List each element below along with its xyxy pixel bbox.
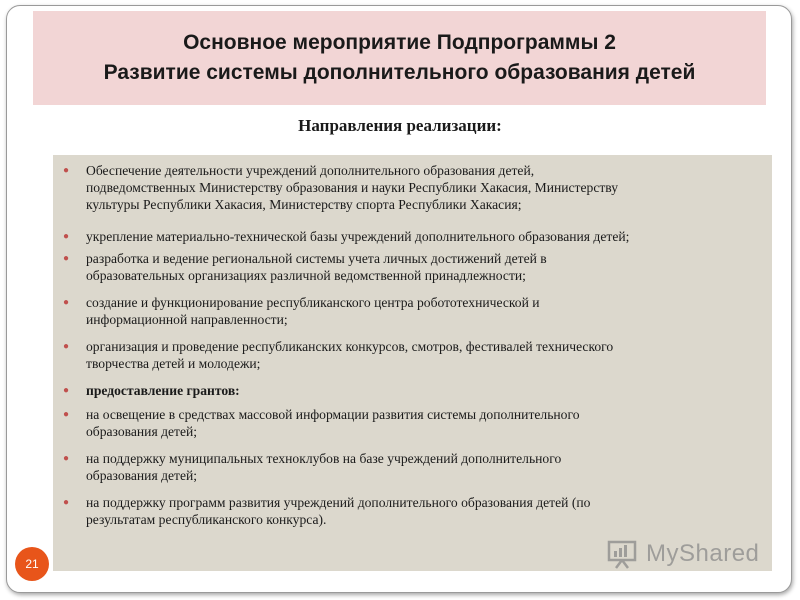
content-panel — [53, 155, 772, 571]
list-item-text: предоставление грантов: — [86, 383, 240, 398]
list-item — [53, 382, 772, 399]
list-item-text: создание и функционирование республиканского центра робототехнической и — [86, 295, 540, 310]
list-item-text: на поддержку программ развития учреждений дополнительного образования детей (по — [86, 495, 591, 510]
list-item-text: подведомственных Министерству образования и науки Республики Хакасия, Министерству — [86, 180, 619, 195]
list-item-text: результатам республиканского конкурса). — [86, 512, 327, 527]
list-item-text: образования детей; — [86, 424, 198, 439]
list-item — [53, 294, 772, 328]
bullet-icon: ● — [63, 297, 70, 308]
slide-title-line-2: Развитие системы дополнительного образования детей — [103, 61, 696, 84]
bullet-icon: ● — [63, 453, 70, 464]
bullet-icon: ● — [63, 385, 70, 396]
presentation-board-icon — [606, 539, 640, 569]
bullet-icon: ● — [63, 253, 70, 264]
list-item — [53, 494, 772, 528]
list-item — [53, 228, 772, 245]
title-banner — [33, 11, 766, 105]
list-item-text: Обеспечение деятельности учреждений дополнительного образования детей, — [86, 163, 535, 178]
list-item-text: образовательных организациях различной ведомственной принадлежности; — [86, 268, 526, 283]
bullet-icon: ● — [63, 341, 70, 352]
page-number-badge: 21 — [15, 547, 49, 581]
list-item — [53, 338, 772, 372]
list-item-text: информационной направленности; — [86, 312, 288, 327]
list-item — [53, 406, 772, 440]
list-item — [53, 450, 772, 484]
list-item — [53, 162, 772, 213]
list-item-text: разработка и ведение региональной системы учета личных достижений детей в — [86, 251, 547, 266]
watermark-text: MyShared — [646, 540, 760, 567]
list-item-text: образования детей; — [86, 468, 198, 483]
slide-title-line-1: Основное мероприятие Подпрограммы 2 — [183, 31, 616, 54]
bullet-icon: ● — [63, 165, 70, 176]
list-item-text: организация и проведение республиканских конкурсов, смотров, фестивалей технического — [86, 339, 614, 354]
watermark — [606, 537, 776, 571]
list-item-text: на освещение в средствах массовой информации развития системы дополнительного — [86, 407, 580, 422]
bullet-icon: ● — [63, 409, 70, 420]
bullet-icon: ● — [63, 231, 70, 242]
list-item-text: творчества детей и молодежи; — [86, 356, 261, 371]
list-item-text: культуры Республики Хакасия, Министерству спорта Республики Хакасия; — [86, 197, 522, 212]
list-item-text: на поддержку муниципальных техноклубов на базе учреждений дополнительного — [86, 451, 562, 466]
section-subtitle: Направления реализации: — [298, 116, 502, 135]
list-item-text: укрепление материально-технической базы учреждений дополнительного образования детей; — [86, 229, 630, 244]
bullet-icon: ● — [63, 497, 70, 508]
list-item — [53, 250, 772, 284]
